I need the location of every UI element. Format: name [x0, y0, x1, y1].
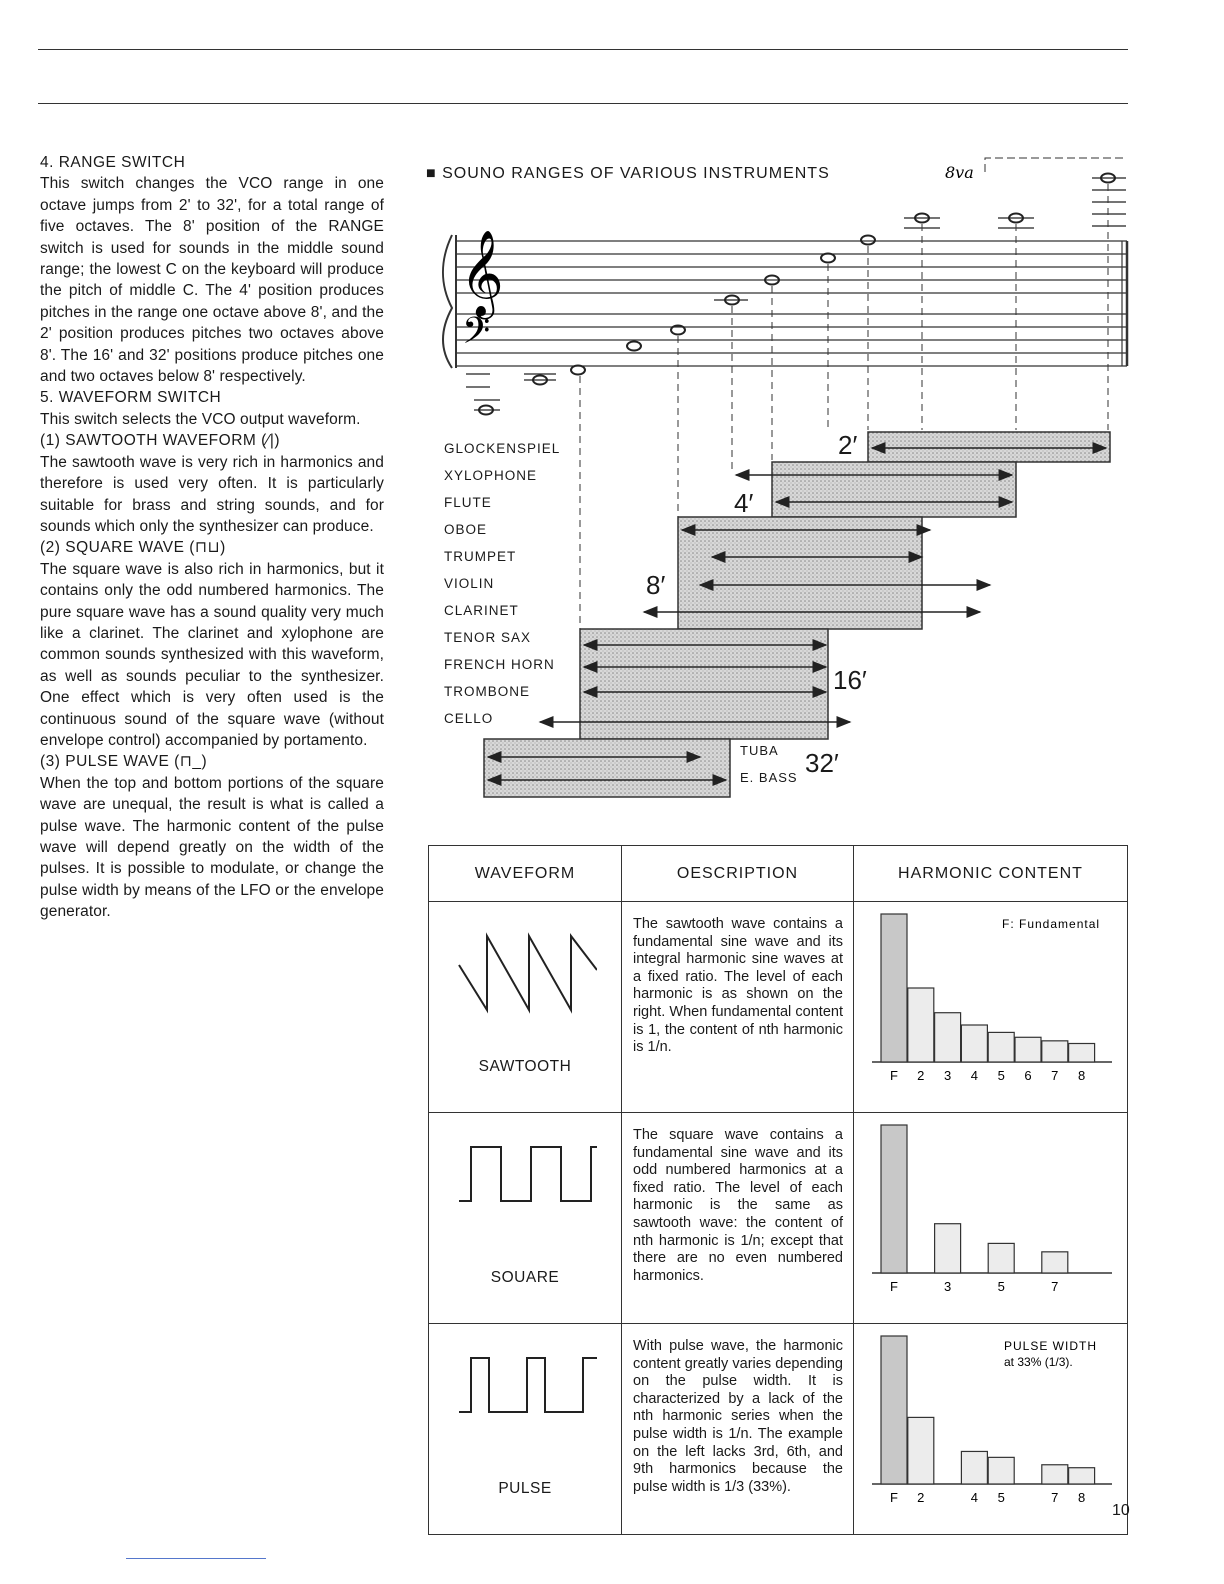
harmonic-bar [1069, 1468, 1095, 1484]
harmonic-tick-label: 5 [997, 1279, 1005, 1294]
sound-ranges-title: ■ SOUNO RANGES OF VARIOUS INSTRUMENTS [426, 165, 830, 182]
octave-label-2: 2′ [838, 430, 858, 460]
pulse-cell [429, 1324, 622, 1535]
harmonic-bar [881, 914, 907, 1062]
description: The square wave contains a fundamental sine wave and its odd numbered harmonics at a fixed ratio. The level of each harmonic is the same as sawtooth wave: the content of nth harmonic is 1/n; except that there are no even numbered harmonics. [622, 1113, 854, 1324]
left-column [40, 152, 384, 923]
instrument-label: CELLO [444, 711, 494, 726]
description: With pulse wave, the harmonic content greatly varies depending on the pulse width. It is characterized by a lack of the nth harmonic series when the pulse width is 1/n. The example on the left lacks 3rd, 6th, and 9th harmonics because the pulse width is 1/3 (33%). [622, 1324, 854, 1535]
harmonic-tick-label: 7 [1051, 1279, 1059, 1294]
chart-note: PULSE WIDTH [1004, 1339, 1098, 1353]
octave-label-8: 8′ [646, 570, 666, 600]
pulse-text: When the top and bottom portions of the square wave are unequal, the result is what is called a pulse wave. The harmonic content of the pulse wave will depend greatly on the width of the pulses. It is possible to modulate, or change the pulse width by means of the LFO or the envelope generator. [40, 774, 384, 921]
harmonic-chart-cell [854, 1324, 1128, 1535]
harmonic-tick-label: 5 [997, 1490, 1005, 1505]
harmonic-tick-label: 2 [917, 1490, 925, 1505]
table-row [429, 902, 1128, 1113]
footer-line [126, 1558, 266, 1559]
instrument-label: E. BASS [740, 770, 798, 785]
harmonic-chart [854, 1113, 1128, 1305]
pulse-wave-icon [457, 1352, 597, 1442]
table-row [429, 1324, 1128, 1535]
instrument-label: TUBA [740, 743, 779, 758]
sawtooth-heading: (1) SAWTOOTH WAVEFORM (⁄|) [40, 432, 281, 450]
description-column-header: OESCRIPTION [622, 846, 854, 902]
chart-note: at 33% (1/3). [1004, 1355, 1073, 1369]
range-boxes [484, 432, 1110, 797]
harmonic-tick-label: 5 [997, 1068, 1005, 1083]
instrument-label: GLOCKENSPIEL [444, 441, 561, 456]
page-number: 10 [1112, 1502, 1130, 1519]
harmonic-tick-label: 8 [1077, 1068, 1086, 1083]
square-text: The square wave is also rich in harmonics, but it contains only the odd numbered harmonics. The pure square wave has a sound quality very much like a clarinet. The clarinet and xylophone are common sounds synthesized with this waveform, as well as sounds peculiar to the synthesizer. One effect which is very often used is the continuous sound of the square wave (without envelope control) accompanied by portamento. [40, 560, 384, 749]
second-rule [38, 103, 1128, 104]
harmonic-tick-label: 3 [943, 1279, 952, 1294]
harmonic-column-header: HARMONIC CONTENT [854, 846, 1128, 902]
octave-label-16: 16′ [833, 665, 867, 695]
harmonic-tick-label: 3 [943, 1068, 952, 1083]
harmonic-tick-label: F [890, 1279, 898, 1294]
harmonic-tick-label: 7 [1051, 1068, 1059, 1083]
grand-staff [443, 235, 1127, 368]
pulse-heading: (3) PULSE WAVE (⊓_) [40, 753, 208, 771]
harmonic-tick-label: 4 [970, 1490, 979, 1505]
harmonic-bar [1069, 1044, 1095, 1063]
instrument-label: CLARINET [444, 603, 519, 618]
square-cell [429, 1113, 622, 1324]
harmonic-tick-label: 2 [917, 1068, 925, 1083]
top-rule [38, 49, 1128, 50]
waveform-name: SOUARE [490, 1269, 560, 1286]
harmonic-bar [908, 988, 934, 1062]
harmonic-bar [1015, 1037, 1041, 1062]
instrument-label: TENOR SAX [444, 630, 532, 645]
treble-clef-icon: 𝄞 [460, 230, 504, 316]
description: The sawtooth wave contains a fundamental sine wave and its integral harmonic sine waves at a fixed ratio. The level of each harmonic is as shown on the right. When fundamental content is 1, the content of nth harmonic is 1/n. [622, 902, 854, 1113]
harmonic-bar [935, 1224, 961, 1273]
harmonic-tick-label: F [890, 1068, 898, 1083]
notes [479, 174, 1115, 415]
table-row [429, 1113, 1128, 1324]
harmonic-tick-label: 6 [1024, 1068, 1032, 1083]
harmonic-chart [854, 1324, 1128, 1516]
instrument-label: FRENCH HORN [444, 657, 555, 672]
sawtooth-text: The sawtooth wave is very rich in harmonics and therefore is used very often. It is particularly suitable for brass and string sounds, and for sounds which only the synthesizer can produce. [40, 453, 384, 535]
harmonic-bar [961, 1451, 987, 1484]
instrument-label: XYLOPHONE [444, 468, 538, 483]
bass-clef-icon: 𝄢 [462, 310, 491, 361]
sawtooth-cell [429, 902, 622, 1113]
sawtooth-wave-icon [457, 930, 597, 1020]
waveform-column-header: WAVEFORM [429, 846, 622, 902]
harmonic-bar [988, 1032, 1014, 1062]
range-switch-heading: 4. RANGE SWITCH [40, 154, 186, 171]
harmonic-bar [1042, 1041, 1068, 1062]
harmonic-chart-cell [854, 902, 1128, 1113]
harmonic-bar [1042, 1252, 1068, 1273]
harmonic-tick-label: F [890, 1490, 898, 1505]
instrument-label: TROMBONE [444, 684, 531, 699]
range-switch-text: This switch changes the VCO range in one octave jumps from 2' to 32', for a total range of five octaves. The 8' position of the RANGE switch is used for sounds in the middle sound range; the lowest C on the keyboard will produce the pitch of middle C. The 4' position produces pitches in the range one octave above 8', and the 2' position produces pitches two octaves above 8'. The 16' and 32' positions produce pitches one and two octaves below 8' respectively. [40, 175, 384, 386]
harmonic-bar [908, 1417, 934, 1484]
harmonic-tick-label: 8 [1077, 1490, 1086, 1505]
harmonic-bar [881, 1336, 907, 1484]
square-heading: (2) SQUARE WAVE (⊓⊔) [40, 539, 226, 557]
harmonic-bar [881, 1125, 907, 1273]
instrument-label: VIOLIN [444, 576, 495, 591]
chart-note: F: Fundamental [1002, 917, 1101, 931]
harmonic-bar [988, 1457, 1014, 1484]
harmonic-chart [854, 902, 1128, 1094]
harmonic-bar [1042, 1465, 1068, 1484]
waveform-name: SAWTOOTH [478, 1058, 572, 1075]
instrument-label: FLUTE [444, 495, 492, 510]
square-wave-icon [457, 1141, 597, 1231]
waveform-switch-text: This switch selects the VCO output waveform. [40, 410, 361, 428]
octave-label-4: 4′ [734, 488, 754, 518]
harmonic-bar [961, 1025, 987, 1062]
ledger-lines [466, 178, 1126, 410]
harmonic-bar [935, 1013, 961, 1062]
harmonic-chart-cell [854, 1113, 1128, 1324]
instrument-label: TRUMPET [444, 549, 517, 564]
harmonic-tick-label: 7 [1051, 1490, 1059, 1505]
octave-label-32: 32′ [805, 748, 839, 778]
ottava-label: 8va [945, 163, 974, 182]
instrument-label: OBOE [444, 522, 488, 537]
waveform-table [428, 845, 1128, 1535]
harmonic-bar [988, 1243, 1014, 1273]
waveform-name: PULSE [498, 1480, 552, 1497]
harmonic-tick-label: 4 [970, 1068, 979, 1083]
waveform-switch-heading: 5. WAVEFORM SWITCH [40, 389, 222, 407]
